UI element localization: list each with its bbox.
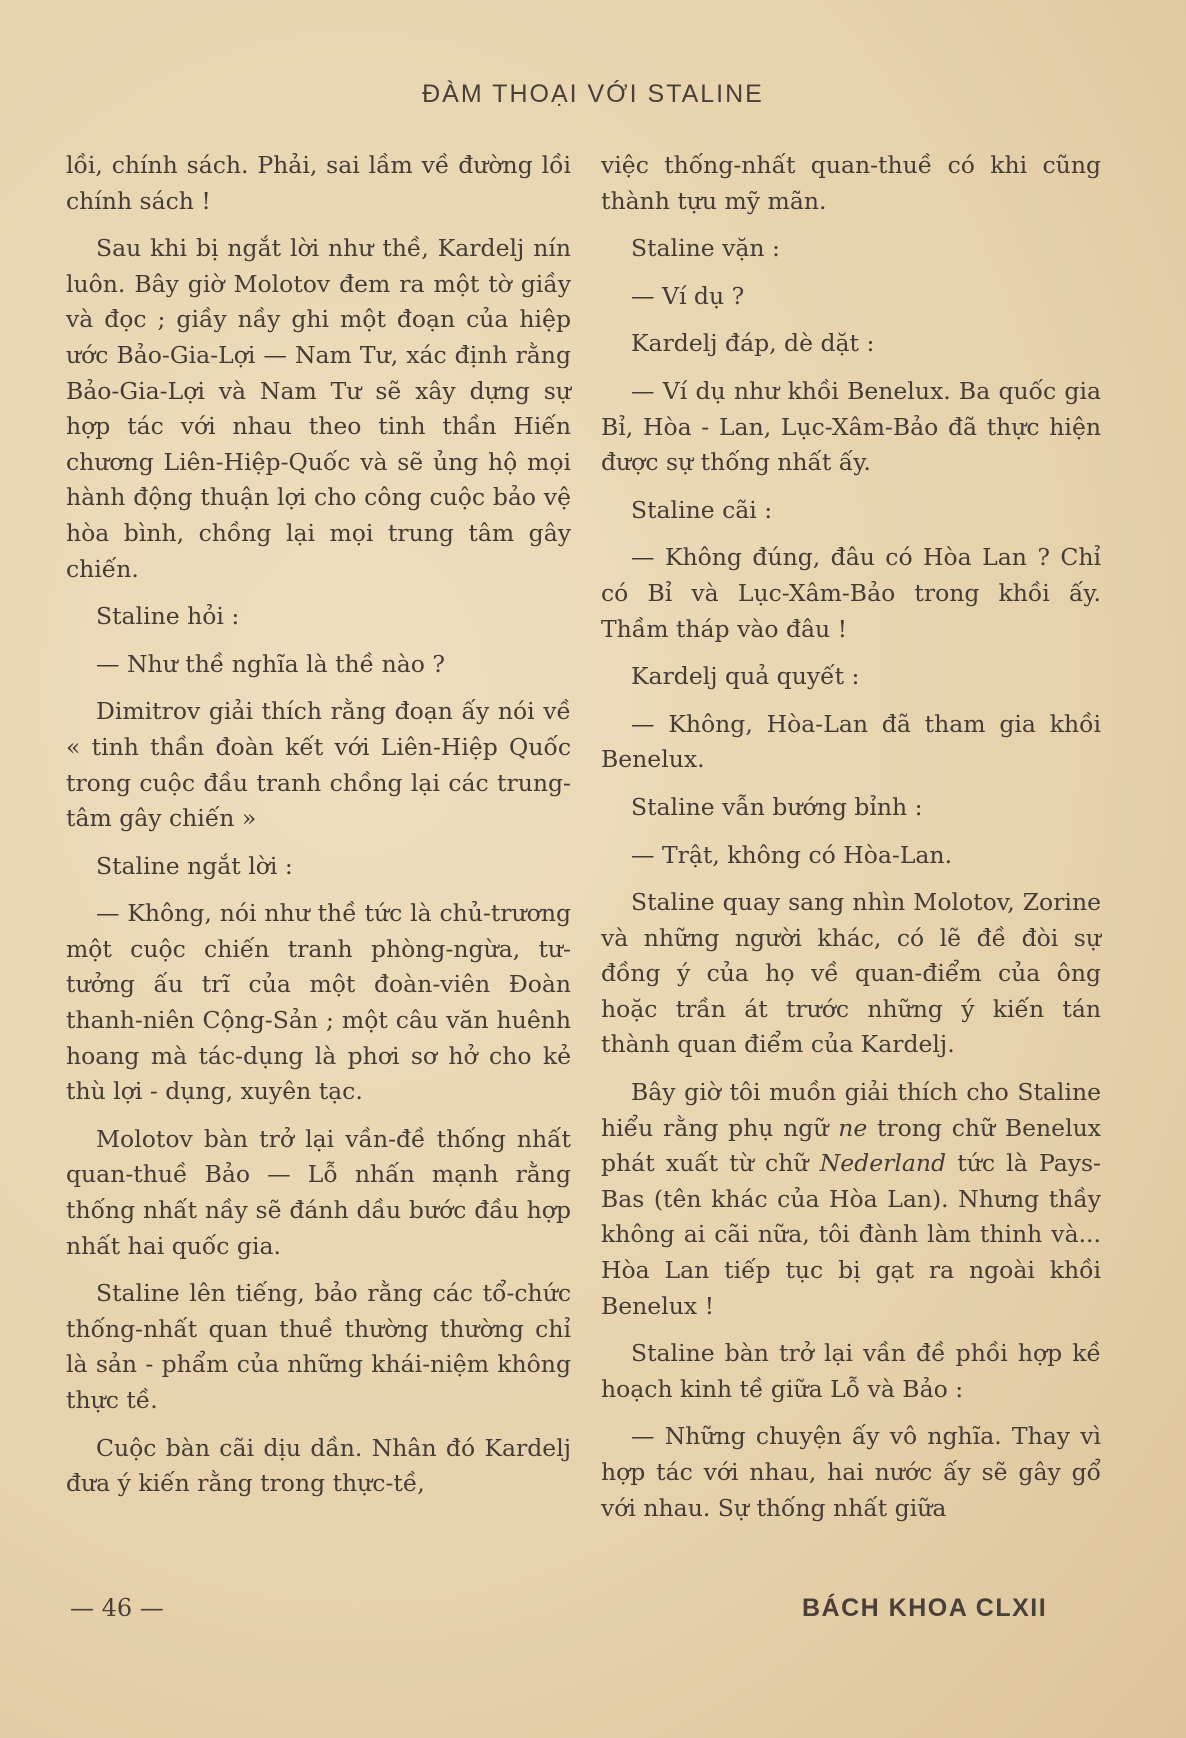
paragraph: Cuộc bàn cãi dịu dần. Nhân đó Kardelj đưa ý kiến rằng trong thực-tề,	[66, 1433, 571, 1498]
paragraph: Staline bàn trở lại vần đề phồi hợp kề hoạch kinh tề giữa Lỗ và Bảo :	[601, 1339, 1101, 1403]
paragraph: Sau khi bị ngắt lời như thề, Kardelj nín luôn. Bây giờ Molotov đem ra một tờ giầy và đọc ; giầy nầy ghi một đoạn của hiệp ước Bảo-Gia-Lợi — Nam Tư, xác định rằng Bảo-Gia-Lợi và Nam Tư sẽ xây dựng sự hợp tác với nhau theo tinh thần Hiến chương Liên-Hiệp-Quốc và sẽ ủng hộ mọi hành động thuận lợi cho công cuộc bảo vệ hòa bình, chồng lại mọi trung tâm gây chiến.	[66, 234, 571, 583]
paragraph: Kardelj quả quyết :	[631, 662, 860, 691]
italic-term: ne	[838, 1113, 868, 1142]
publication-name: BÁCH KHOA CLXII	[802, 1594, 1048, 1622]
dialogue-line: — Không, nói như thề tức là chủ-trương một cuộc chiến tranh phòng-ngừa, tư-tưởng ấu trĩ của một đoàn-viên Đoàn thanh-niên Cộng-Sản ; một câu văn huênh hoang mà tác-dụng là phơi sơ hở cho kẻ thù lợi - dụng, xuyên tạc.	[66, 899, 571, 1106]
dialogue-line: — Như thề nghĩa là thề nào ?	[96, 649, 445, 678]
dialogue-line: — Ví dụ như khồi Benelux. Ba quốc gia Bỉ, Hòa - Lan, Lục-Xâm-Bảo đã thực hiện được sự thống nhất ấy.	[601, 376, 1101, 477]
dialogue-line: — Những chuyện ấy vô nghĩa. Thay vì hợp tác với nhau, hai nước ấy sẽ gây gổ với nhau. Sự thống nhất giữa	[601, 1422, 1101, 1522]
text-run: Bây giờ tôi muồn giải thích cho Staline hiểu rằng phụ ngữ	[601, 1078, 1101, 1142]
paragraph: Staline lên tiếng, bảo rằng các tổ-chức thống-nhất quan thuề thường thường chỉ là sản - phẩm của những khái-niệm không thực tề.	[66, 1279, 571, 1414]
running-header: ĐÀM THOẠI VỚI STALINE	[422, 80, 764, 108]
paragraph: Staline quay sang nhìn Molotov, Zorine và những người khác, có lẽ đề đòi sự đồng ý của họ về quan-điểm của ông hoặc trần át trước những ý kiến tán thành quan điểm của Kardelj.	[601, 888, 1101, 1059]
left-column	[66, 148, 571, 1514]
dialogue-line: — Ví dụ ?	[631, 281, 745, 310]
text-run: trong chữ Benelux phát xuất từ chữ	[601, 1113, 1101, 1178]
page-number: — 46 —	[70, 1594, 164, 1622]
italic-term: Nederland	[819, 1149, 947, 1178]
paragraph: Molotov bàn trở lại vần-đề thống nhất quan-thuề Bảo — Lỗ nhấn mạnh rằng thống nhất nầy sẽ đánh dầu bước đầu hợp nhất hai quốc gia.	[66, 1124, 571, 1260]
paragraph: Dimitrov giải thích rằng đoạn ấy nói về « tinh thần đoàn kết với Liên-Hiệp Quốc trong cuộc đầu tranh chồng lại các trung-tâm gây chiến »	[66, 697, 571, 833]
dialogue-line: — Không, Hòa-Lan đã tham gia khồi Benelux.	[601, 709, 1101, 774]
paragraph: việc thống-nhất quan-thuề có khi cũng thành tựu mỹ mãn.	[601, 151, 1101, 215]
paragraph: Staline vặn :	[631, 234, 780, 263]
paragraph: Staline ngắt lời :	[96, 851, 293, 880]
paragraph-benelux	[601, 1075, 1101, 1324]
paragraph: Staline cãi :	[631, 495, 773, 524]
paragraph: Staline hỏi :	[96, 602, 240, 631]
text-run: tức là Pays-Bas (tên khác của Hòa Lan). Nhưng thầy không ai cãi nữa, tôi đành làm thinh và... Hòa Lan tiếp tục bị gạt ra ngoài khồi Benelux !	[601, 1149, 1101, 1320]
paragraph: Staline vẫn bướng bỉnh :	[631, 792, 923, 821]
right-column	[601, 148, 1101, 1538]
paragraph: lồi, chính sách. Phải, sai lầm về đường lồi chính sách !	[66, 151, 571, 215]
dialogue-line: — Không đúng, đâu có Hòa Lan ? Chỉ có Bỉ và Lục-Xâm-Bảo trong khồi ấy. Thầm tháp vào đâu !	[601, 543, 1101, 643]
paragraph: Kardelj đáp, dè dặt :	[631, 329, 875, 358]
dialogue-line: — Trật, không có Hòa-Lan.	[631, 840, 953, 869]
